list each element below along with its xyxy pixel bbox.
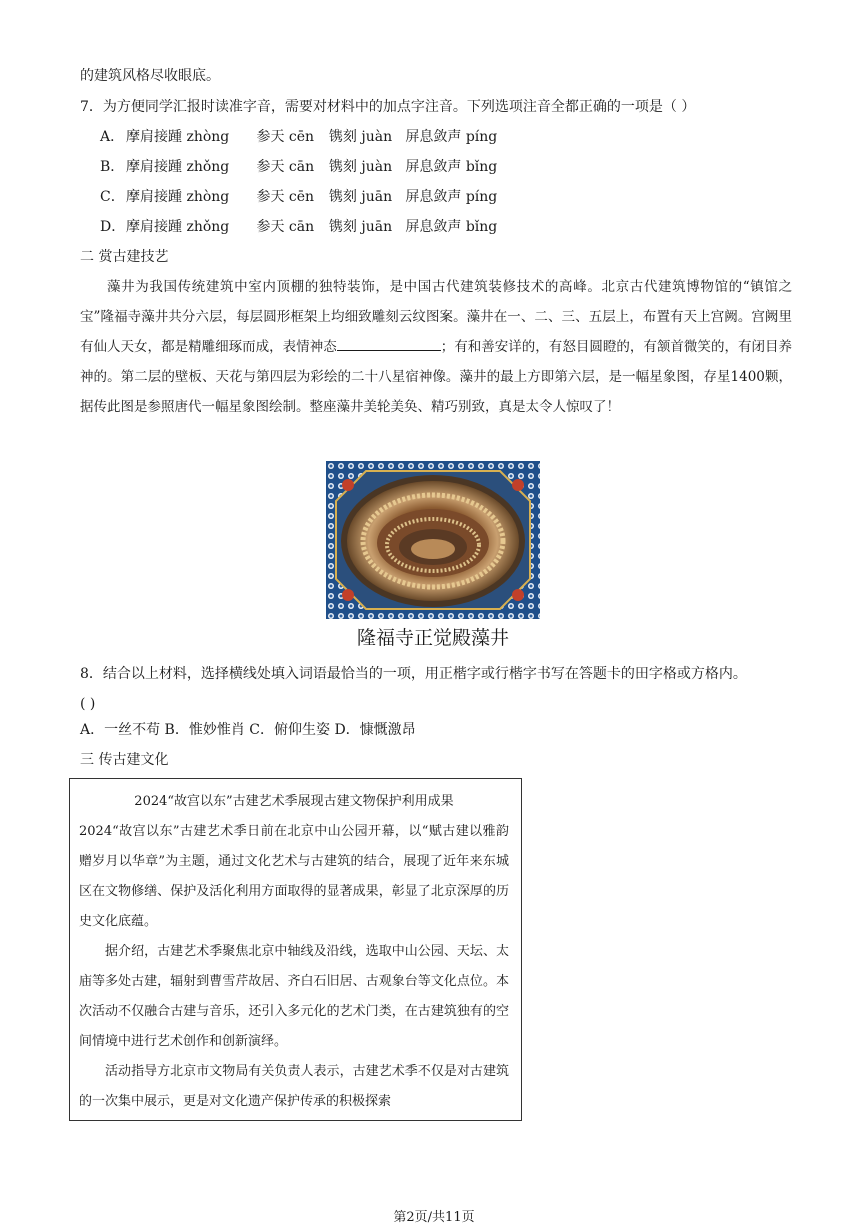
option-word: 镌刻 bbox=[328, 129, 357, 145]
option-label: B． bbox=[100, 159, 125, 175]
passage-text-part2: ；有和善安详的，有怒目圆瞪的，有颔首微笑的，有闭目养神的。第二层的壁板、天花与第四层为彩绘的二十八星宿神像。藻井的最上方即第六层，是一幅星象图，存星1400颗，据传此图是参照唐代一幅星象图绘制。整座藻井美轮美奂、精巧别致，真是太令人惊叹了！ bbox=[80, 339, 793, 415]
option-label: A． bbox=[100, 129, 125, 145]
option-word: 摩肩接踵 bbox=[126, 219, 182, 235]
option-word: 摩肩接踵 bbox=[126, 129, 182, 145]
photo-caption: 隆福寺正觉殿藻井 bbox=[356, 627, 509, 649]
option-word: 屏息敛声 bbox=[405, 129, 462, 145]
option-pinyin: píng bbox=[465, 189, 498, 205]
option-pinyin: zhǒng bbox=[186, 219, 230, 235]
option-pinyin: zhǒng bbox=[186, 159, 230, 175]
option-word: 镌刻 bbox=[328, 159, 357, 175]
option-pinyin: cān bbox=[288, 159, 315, 175]
option-word: 摩肩接踵 bbox=[126, 189, 182, 205]
page-footer: 第2页/共11页 bbox=[393, 1210, 475, 1225]
passage-zaojing bbox=[80, 272, 792, 422]
option-pinyin: cēn bbox=[288, 189, 315, 205]
question-8-stem: 8．结合以上材料，选择横线处填入词语最恰当的一项，用正楷字或行楷字书写在答题卡的田字格或方格内。 bbox=[80, 666, 747, 682]
fill-blank bbox=[337, 336, 441, 351]
option-pinyin: cān bbox=[288, 219, 315, 235]
section-heading-3: 三 传古建文化 bbox=[80, 752, 169, 768]
option-word: 参天 bbox=[256, 129, 285, 145]
zaojing-image bbox=[326, 461, 540, 619]
option-pinyin: bǐng bbox=[465, 219, 498, 235]
answer-parentheses: ( ) bbox=[80, 696, 96, 712]
option-pinyin: cēn bbox=[288, 129, 315, 145]
option-pinyin: zhòng bbox=[186, 129, 230, 145]
question-8-options: A．一丝不苟 B．惟妙惟肖 C．俯仰生姿 D．慷慨激昂 bbox=[80, 722, 416, 738]
option-word: 屏息敛声 bbox=[405, 219, 462, 235]
q7-option-b bbox=[100, 157, 497, 177]
q7-option-d bbox=[100, 217, 497, 237]
option-pinyin: juàn bbox=[361, 159, 393, 175]
section-heading-2: 二 赏古建技艺 bbox=[80, 249, 169, 265]
option-label: C． bbox=[100, 189, 125, 205]
zaojing-photo bbox=[326, 461, 540, 619]
option-word: 镌刻 bbox=[328, 189, 357, 205]
news-excerpt-box bbox=[69, 778, 522, 1121]
option-word: 参天 bbox=[256, 219, 285, 235]
passage-text-part1: 藻井为我国传统建筑中室内顶棚的独特装饰，是中国古代建筑装修技术的高峰。北京古代建筑博物馆的“镇馆之宝”隆福寺藻井共分六层，每层圆形框架上均细致雕刻云纹图案。藻井在一、二、三、五层上，布置有天上宫阙。宫阙里有仙人天女，都是精雕细琢而成，表情神态 bbox=[80, 279, 792, 355]
option-pinyin: píng bbox=[465, 129, 498, 145]
question-7-stem: 7．为方便同学汇报时读准字音，需要对材料中的加点字注音。下列选项注音全都正确的一项是（ ） bbox=[80, 99, 696, 115]
q7-option-c bbox=[100, 187, 497, 207]
continued-text-line: 的建筑风格尽收眼底。 bbox=[80, 68, 220, 84]
option-pinyin: juān bbox=[361, 219, 393, 235]
option-word: 屏息敛声 bbox=[405, 159, 462, 175]
news-paragraph-1: 2024“故宫以东”古建艺术季日前在北京中山公园开幕，以“赋古建以雅韵赠岁月以华章”为主题，通过文化艺术与古建筑的结合，展现了近年来东城区在文物修缮、保护及活化利用方面取得的显著成果，彰显了北京深厚的历史文化底蕴。 bbox=[79, 824, 509, 929]
option-word: 镌刻 bbox=[328, 219, 357, 235]
news-paragraph-3: 活动指导方北京市文物局有关负责人表示，古建艺术季不仅是对古建筑的一次集中展示，更是对文化遗产保护传承的积极探索 bbox=[79, 1064, 509, 1109]
news-paragraph-2: 据介绍，古建艺术季聚焦北京中轴线及沿线，选取中山公园、天坛、太庙等多处古建，辐射到曹雪芹故居、齐白石旧居、古观象台等文化点位。本次活动不仅融合古建与音乐，还引入多元化的艺术门类，在古建筑独有的空间情境中进行艺术创作和创新演绎。 bbox=[79, 944, 509, 1049]
q7-option-a bbox=[100, 127, 497, 147]
option-word: 摩肩接踵 bbox=[126, 159, 182, 175]
option-word: 参天 bbox=[256, 189, 285, 205]
news-title: 2024“故宫以东”古建艺术季展现古建文物保护利用成果 bbox=[134, 794, 454, 809]
option-word: 参天 bbox=[256, 159, 285, 175]
option-pinyin: juàn bbox=[361, 129, 393, 145]
option-word: 屏息敛声 bbox=[405, 189, 462, 205]
option-pinyin: juān bbox=[361, 189, 393, 205]
option-pinyin: zhòng bbox=[186, 189, 230, 205]
option-label: D． bbox=[100, 219, 126, 235]
option-pinyin: bǐng bbox=[465, 159, 498, 175]
